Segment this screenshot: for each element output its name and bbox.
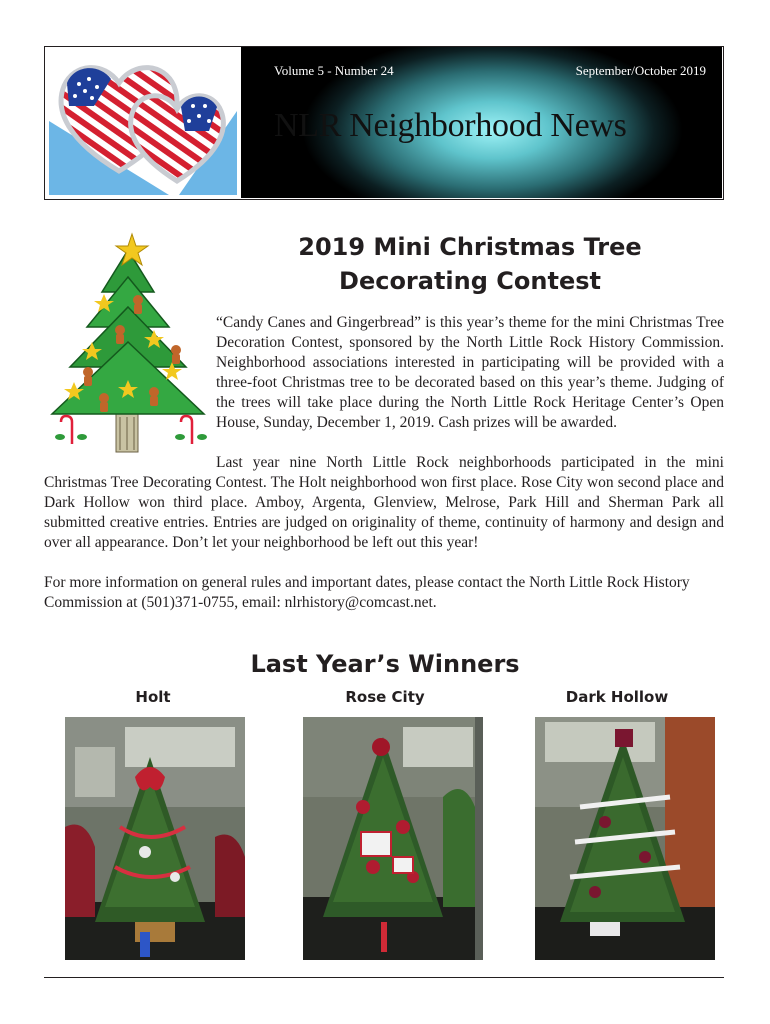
headline-line-1: 2019 Mini Christmas Tree bbox=[298, 233, 642, 261]
issue-number: Volume 5 - Number 24 bbox=[274, 63, 394, 78]
photo-holt-tree bbox=[65, 717, 245, 960]
article-headline bbox=[216, 230, 724, 298]
winner-label-dark-hollow: Dark Hollow bbox=[565, 688, 669, 706]
christmas-tree-icon bbox=[44, 232, 212, 462]
article-paragraph-1: “Candy Canes and Gingerbread” is this year’s theme for the mini Christmas Tree Decoration Contest, sponsored by the North Little Rock History Commission. Neighborhood associations interested in participating will be provided with a three-foot Christmas tree to be decorated based on this year’s theme. Judging of the trees will take place during the North Little Rock Heritage Center’s Open House, Sunday, December 1, 2019. Cash prizes will be awarded. bbox=[216, 314, 724, 431]
logo-box bbox=[45, 47, 244, 198]
bottom-rule bbox=[44, 977, 724, 978]
title-banner bbox=[244, 47, 722, 198]
masthead bbox=[44, 46, 724, 200]
winners-title: Last Year’s Winners bbox=[250, 650, 520, 678]
newsletter-title: NLR Neighborhood News bbox=[274, 107, 627, 144]
article-paragraph-2: Last year nine North Little Rock neighborhoods participated in the mini Christmas Tree Decorating Contest. The Holt neighborhood won first place. Rose City won second place and Dark Hollow won third place. Amboy, Argenta, Glenview, Melrose, Park Hill and Sherman Park all submitted creative entries. Entries are judged on originality of theme, continuity of harmony and design and over all appearance. Don’t let your neighborhood be left out this year! bbox=[44, 454, 724, 551]
winner-label-holt: Holt bbox=[135, 688, 171, 706]
headline-line-2: Decorating Contest bbox=[339, 267, 601, 295]
photo-dark-hollow-tree bbox=[535, 717, 715, 960]
winner-label-rose-city: Rose City bbox=[345, 688, 425, 706]
photo-rose-city-tree bbox=[303, 717, 483, 960]
article-paragraph-3: For more information on general rules and important dates, please contact the North Little Rock History Commission at (501)371-0755, email: nlrhistory@comcast.net. bbox=[44, 574, 690, 611]
flag-hearts-logo-icon bbox=[49, 51, 237, 195]
issue-date: September/October 2019 bbox=[575, 63, 706, 78]
